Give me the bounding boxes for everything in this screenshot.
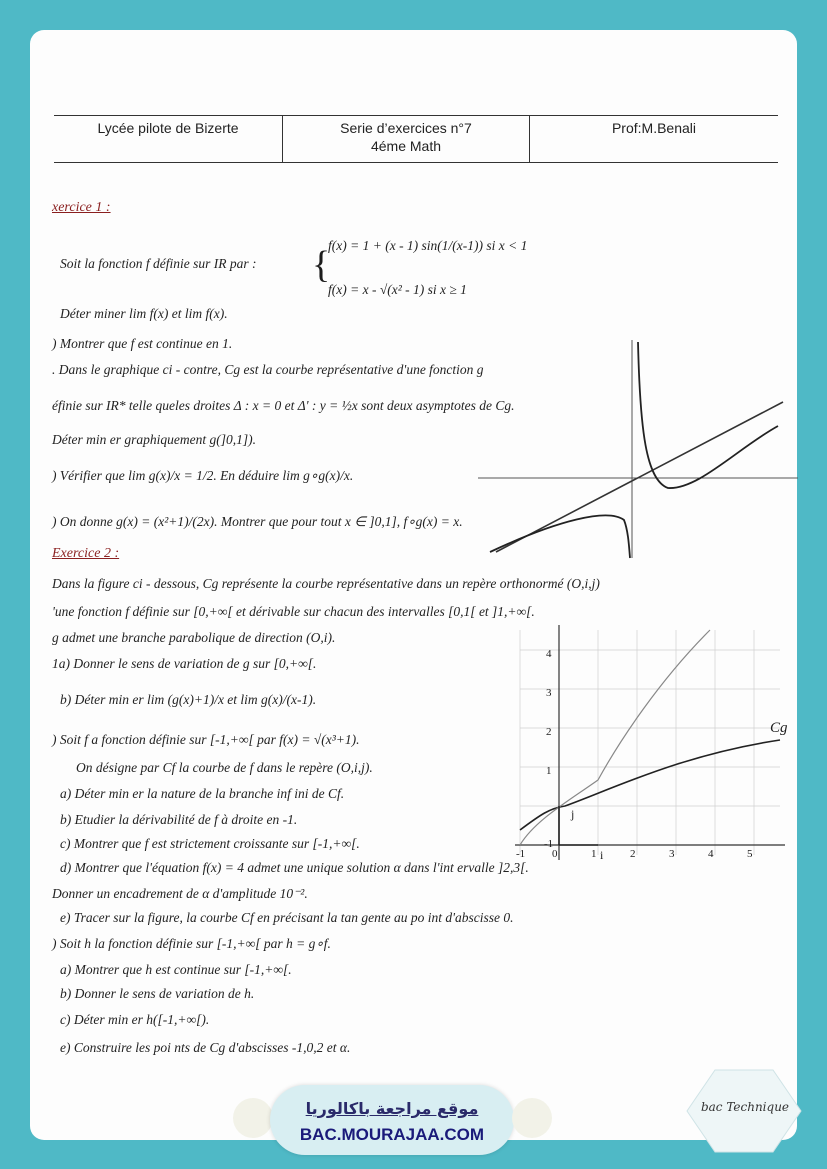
exercise-1-title: xercice 1 : xyxy=(52,200,111,215)
header-table xyxy=(54,115,778,163)
ex2-q3b: b) Donner le sens de variation de h. xyxy=(60,986,255,1001)
ex1-q6: ) On donne g(x) = (x²+1)/(2x). Montrer que pour tout x ∈ ]0,1], f∘g(x) = x. xyxy=(52,514,463,529)
tick-y: 1 xyxy=(546,765,552,777)
ex2-l1: Dans la figure ci - dessous, Cg représente la courbe représentative dans un repère orthonormé (O,i,j) xyxy=(52,576,600,591)
ex2-q2: ) Soit f a fonction définie sur [-1,+∞[ par f(x) = √(x³+1). xyxy=(52,732,360,747)
logo-left xyxy=(233,1098,273,1138)
graph1-asymptote xyxy=(496,402,783,552)
exercise-2-title: Exercice 2 : xyxy=(52,546,120,561)
graph-2 xyxy=(510,620,790,860)
ex1-q2: ) Montrer que f est continue en 1. xyxy=(52,336,233,351)
logo-right xyxy=(512,1098,552,1138)
ex1-case2: f(x) = x - √(x² - 1) si x ≥ 1 xyxy=(328,282,467,297)
tick-x: 5 xyxy=(747,848,753,860)
ex2-l2: 'une fonction f définie sur [0,+∞[ et dérivable sur chacun des intervalles [0,1[ et ]1,+∞[. xyxy=(52,604,535,619)
ex2-q2e: c) Montrer que f est strictement croissante sur [-1,+∞[. xyxy=(60,836,360,851)
tick-y: -1 xyxy=(544,838,554,850)
graph2-j-label: j xyxy=(571,807,575,821)
tick-x: 4 xyxy=(708,848,714,860)
tick-x: 2 xyxy=(630,848,636,860)
ex2-q2h: e) Tracer sur la figure, la courbe Cf en précisant la tan gente au po int d'abscisse 0. xyxy=(60,910,514,925)
ex1-intro: Soit la fonction f définie sur IR par : xyxy=(60,256,257,271)
school-name: Lycée pilote de Bizerte xyxy=(97,120,239,136)
ex2-q3a: a) Montrer que h est continue sur [-1,+∞[. xyxy=(60,962,292,977)
ex1-case1: f(x) = 1 + (x - 1) sin(1/(x-1)) si x < 1 xyxy=(328,238,528,253)
ex1-q3b: éfinie sur IR* telle queles droites Δ : x = 0 et Δ' : y = ½x sont deux asymptotes de Cg. xyxy=(52,398,515,413)
ex1-q4: Déter min er graphiquement g(]0,1]). xyxy=(52,432,256,447)
ex1-q3a: . Dans le graphique ci - contre, Cg est la courbe représentative d'une fonction g xyxy=(52,362,484,377)
ex2-q1b: b) Déter min er lim (g(x)+1)/x et lim g(x)/(x-1). xyxy=(60,692,317,707)
brace: { xyxy=(312,244,331,286)
ex2-q2g: Donner un encadrement de α d'amplitude 10⁻². xyxy=(52,886,308,901)
tick-x: -1 xyxy=(516,848,526,860)
series-title: Serie d’exercices n°7 4éme Math xyxy=(340,120,472,154)
ex2-l3: g admet une branche parabolique de direction (O,i). xyxy=(52,630,336,645)
tick-y: 4 xyxy=(546,648,552,660)
ex2-q3: ) Soit h la fonction définie sur [-1,+∞[ par h = g∘f. xyxy=(52,936,331,951)
ex2-q2c: a) Déter min er la nature de la branche inf ini de Cf. xyxy=(60,786,345,801)
tick-x: 0 xyxy=(552,848,558,860)
ex2-q2f: d) Montrer que l'équation f(x) = 4 admet une unique solution α dans l'int ervalle ]2,3[. xyxy=(60,860,529,875)
ex2-q3d: e) Construire les poi nts de Cg d'abscisses -1,0,2 et α. xyxy=(60,1040,351,1055)
tick-y: 2 xyxy=(546,726,552,738)
graph1-curve-left xyxy=(490,515,630,558)
graph2-curve-label: Cg xyxy=(770,720,788,736)
ex2-q2d: b) Etudier la dérivabilité de f à droite en -1. xyxy=(60,812,298,827)
ex2-q3c: c) Déter min er h([-1,+∞[). xyxy=(60,1012,210,1027)
footer-banner[interactable] xyxy=(270,1085,514,1155)
ex1-q5: ) Vérifier que lim g(x)/x = 1/2. En déduire lim g∘g(x)/x. xyxy=(52,468,354,483)
teacher-name: Prof:M.Benali xyxy=(611,120,697,136)
badge-text: bac Technique xyxy=(700,1100,790,1114)
tick-x: 1 xyxy=(591,848,597,860)
graph2-i-label: i xyxy=(600,848,604,862)
footer-url[interactable]: BAC.MOURAJAA.COM xyxy=(299,1125,485,1144)
graph-1 xyxy=(478,330,798,560)
document-page xyxy=(30,30,797,1140)
footer-arabic-title: موقع مراجعة باكالوريا xyxy=(305,1099,479,1118)
tick-y: 3 xyxy=(546,687,552,699)
ex1-q1: Déter miner lim f(x) et lim f(x). xyxy=(60,306,228,321)
ex2-q1a: 1a) Donner le sens de variation de g sur [0,+∞[. xyxy=(52,656,317,671)
ex2-q2b: On désigne par Cf la courbe de f dans le repère (O,i,j). xyxy=(76,760,373,775)
tick-x: 3 xyxy=(669,848,675,860)
